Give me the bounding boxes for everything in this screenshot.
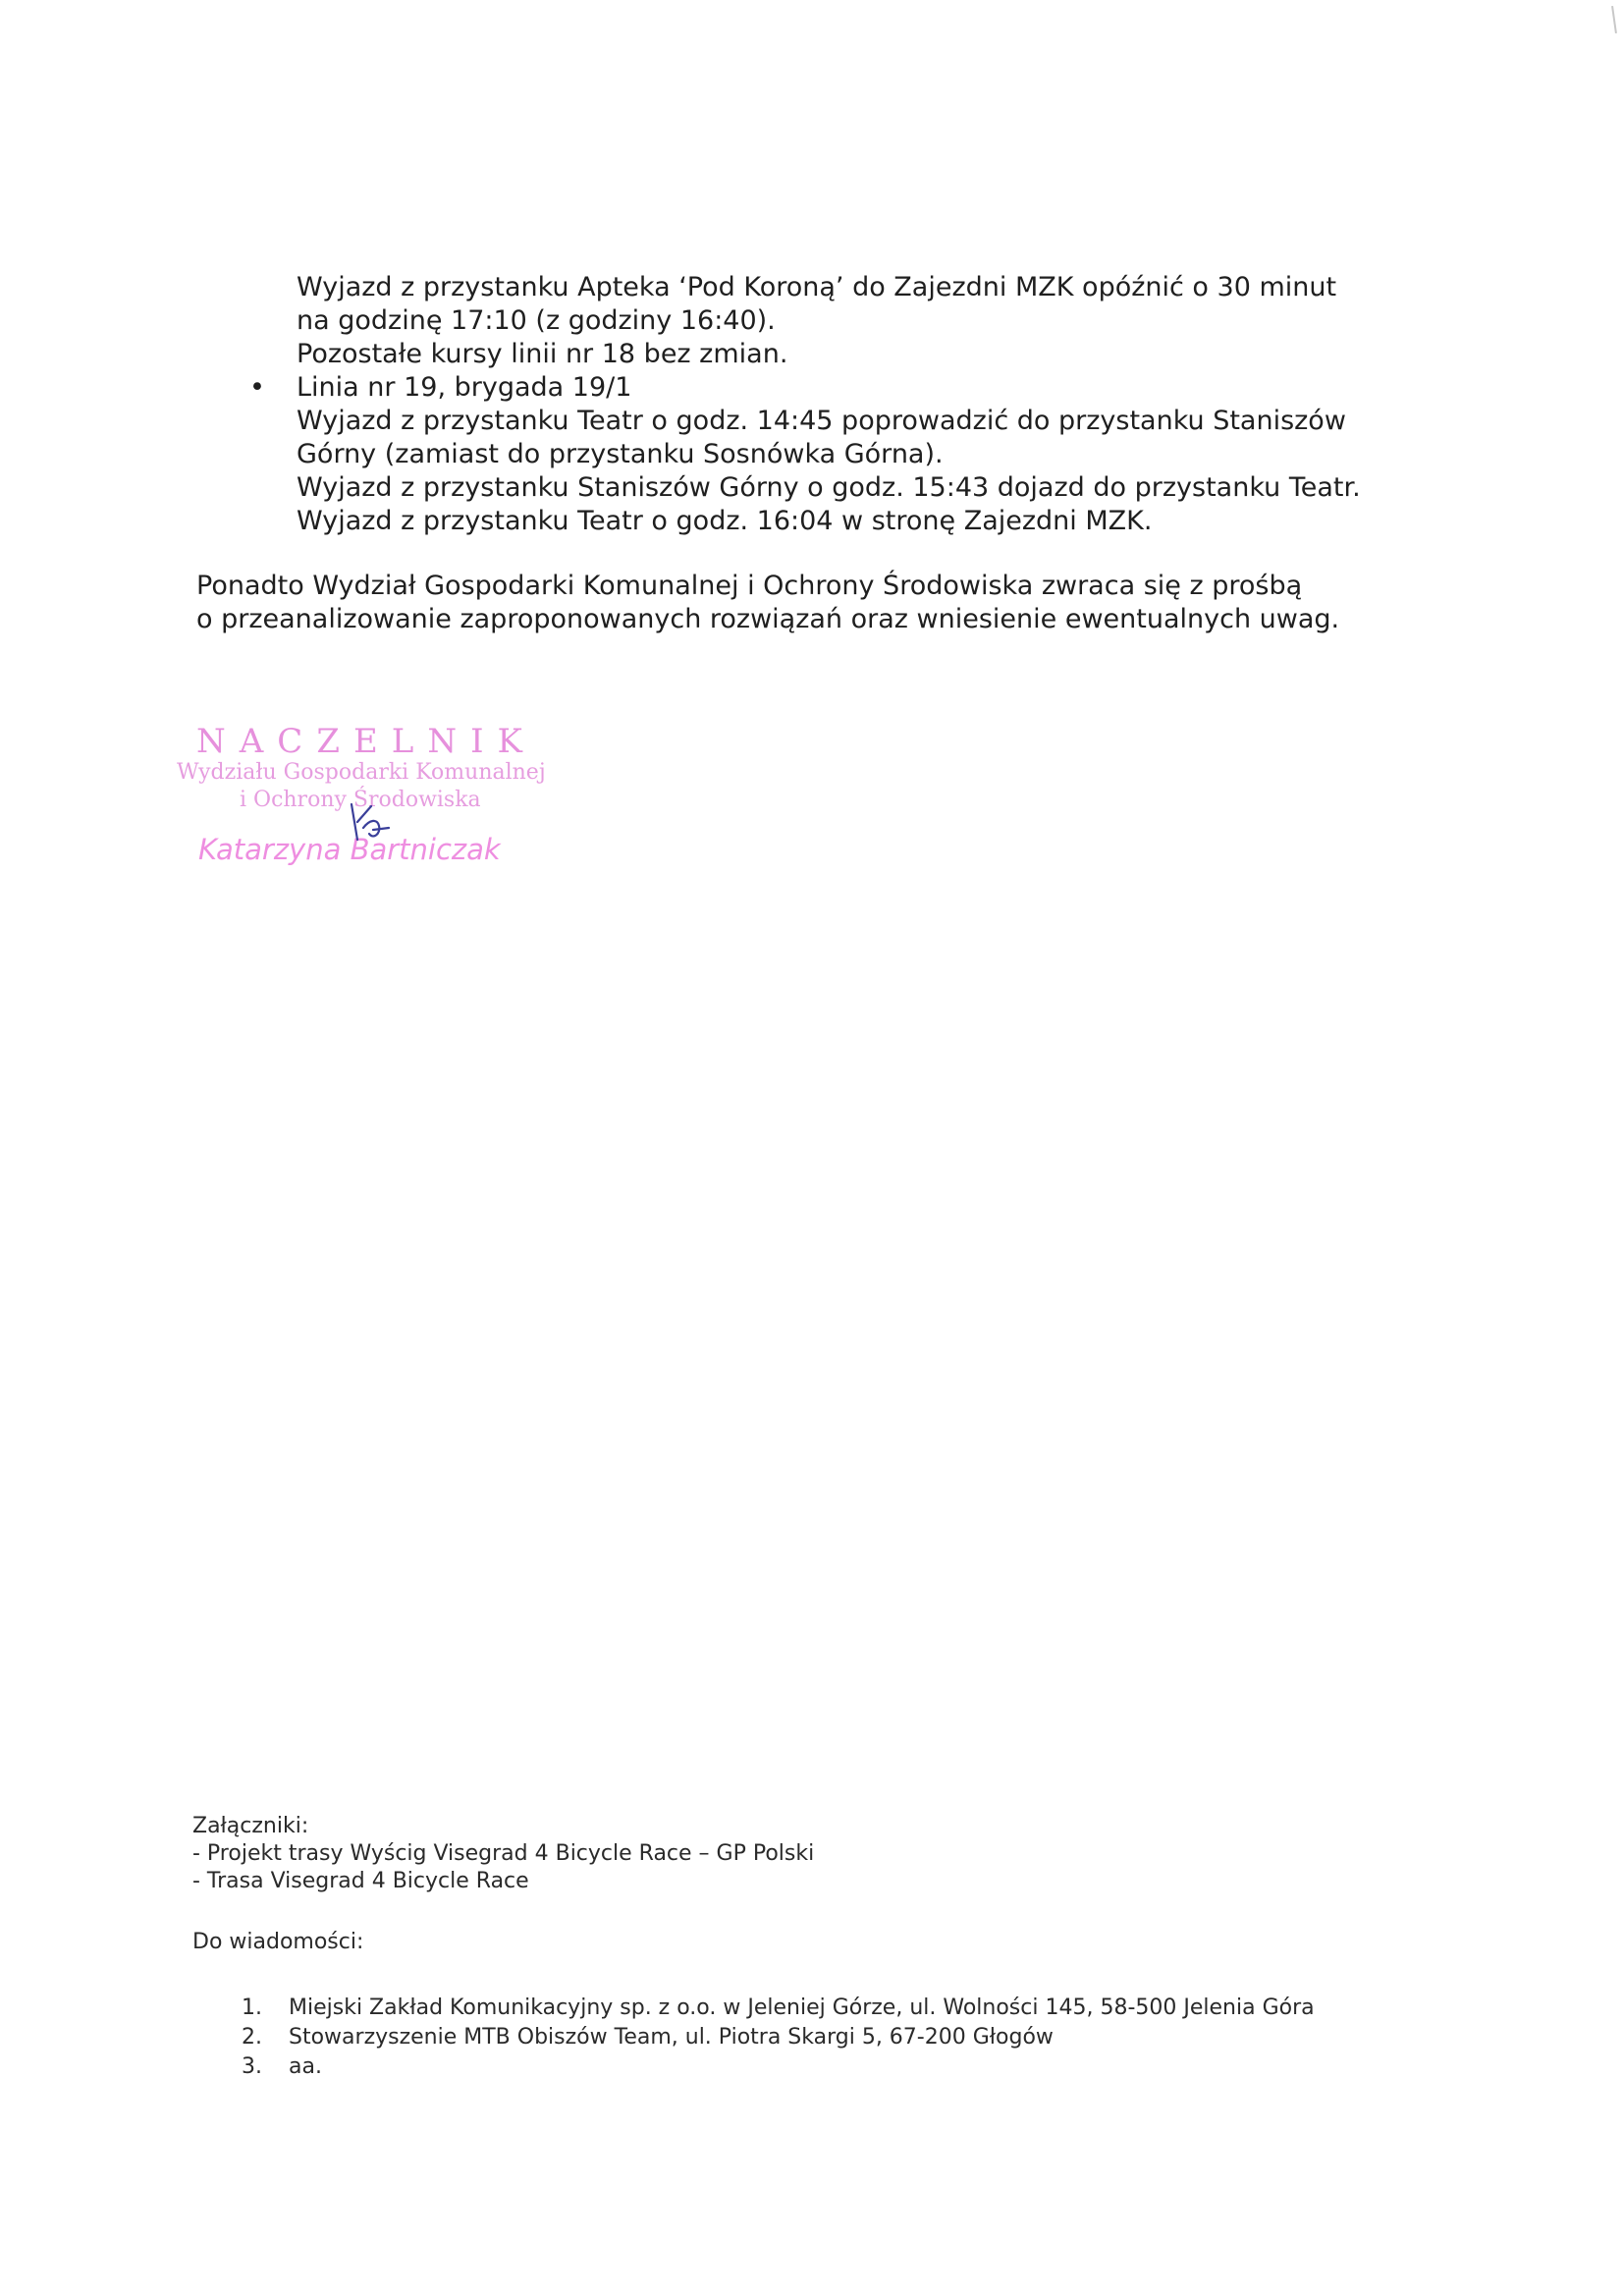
official-stamp xyxy=(177,722,550,879)
text-line: o przeanalizowanie zaproponowanych rozwiązań oraz wniesienie ewentualnych uwag. xyxy=(196,604,1340,634)
text-line: Wyjazd z przystanku Teatr o godz. 14:45 poprowadzić do przystanku Staniszów xyxy=(297,406,1346,436)
text-line: Ponadto Wydział Gospodarki Komunalnej i Ochrony Środowiska zwraca się z prośbą xyxy=(196,571,1303,601)
text-line: Wyjazd z przystanku Teatr o godz. 16:04 w stronę Zajezdni MZK. xyxy=(297,506,1153,536)
attachment-item: - Projekt trasy Wyścig Visegrad 4 Bicycle Race – GP Polski xyxy=(192,1841,815,1866)
list-number: 1. xyxy=(242,1995,262,2020)
handwritten-signature-icon xyxy=(344,800,393,847)
stamp-title: NACZELNIK xyxy=(196,722,536,761)
list-item xyxy=(242,2052,1315,2082)
bullet-item-label: Linia nr 19, brygada 19/1 xyxy=(297,372,632,403)
attachment-item: - Trasa Visegrad 4 Bicycle Race xyxy=(192,1869,529,1893)
list-item-text: aa. xyxy=(289,2054,322,2079)
list-number: 3. xyxy=(242,2054,262,2079)
bullet-item xyxy=(249,371,1445,405)
text-line: Wyjazd z przystanku Staniszów Górny o godz. 15:43 dojazd do przystanku Teatr. xyxy=(297,472,1361,503)
attachments-heading: Załączniki: xyxy=(192,1814,309,1838)
list-item-text: Miejski Zakład Komunikacyjny sp. z o.o. w Jeleniej Górze, ul. Wolności 145, 58-500 Jelenia Góra xyxy=(289,1995,1315,2020)
stamp-department-2: i Ochrony Środowiska xyxy=(240,788,481,812)
list-item-text: Stowarzyszenie MTB Obiszów Team, ul. Piotra Skargi 5, 67-200 Głogów xyxy=(289,2025,1054,2050)
route-changes-block xyxy=(249,271,1445,538)
request-paragraph xyxy=(196,570,1443,636)
stamp-signatory-name: Katarzyna Bartniczak xyxy=(198,833,501,866)
list-number: 2. xyxy=(242,2025,262,2050)
text-line: Pozostałe kursy linii nr 18 bez zmian. xyxy=(297,339,788,369)
text-line: na godzinę 17:10 (z godziny 16:40). xyxy=(297,305,776,336)
text-line: Górny (zamiast do przystanku Sosnówka Górna). xyxy=(297,439,944,469)
list-item xyxy=(242,1994,1315,2023)
attachments-section xyxy=(192,1813,814,1895)
text-line: Wyjazd z przystanku Apteka ‘Pod Koroną’ do Zajezdni MZK opóźnić o 30 minut xyxy=(297,272,1337,302)
list-item xyxy=(242,2023,1315,2052)
bullet-icon: • xyxy=(249,372,265,403)
recipients-list xyxy=(242,1994,1315,2082)
scan-edge-mark xyxy=(1611,6,1617,33)
notice-heading: Do wiadomości: xyxy=(192,1930,364,1954)
stamp-department: Wydziału Gospodarki Komunalnej xyxy=(177,760,546,785)
